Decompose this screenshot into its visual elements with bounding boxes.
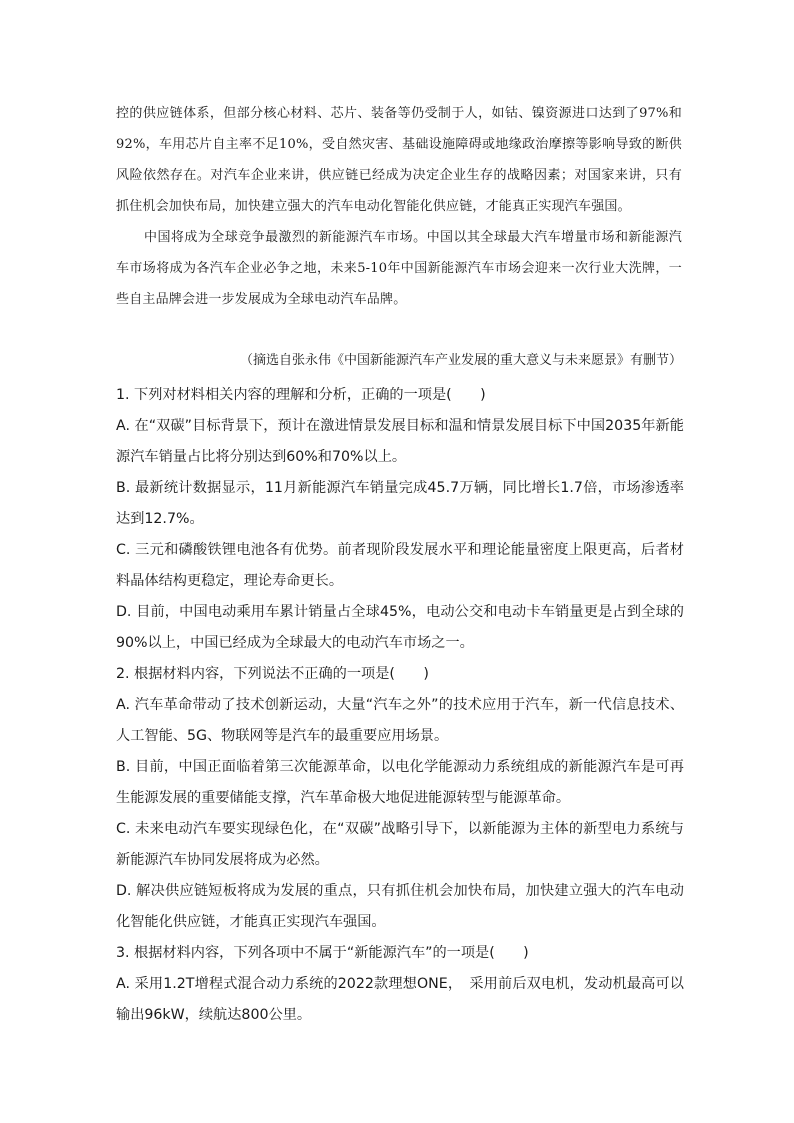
option-b: B. 最新统计数据显示，11月新能源汽车销量完成45.7万辆，同比增长1.7倍，市场渗透率达到12.7%。	[116, 480, 684, 527]
option-d: D. 目前，中国电动乘用车累计销量占全球45%，电动公交和电动卡车销量更是占到全球的90%以上，中国已经成为全球最大的电动汽车市场之一。	[116, 604, 684, 651]
question-stem: 1. 下列对材料相关内容的理解和分析，正确的一项是( )	[116, 387, 486, 403]
option-c: C. 未来电动汽车要实现绿色化，在“双碳”战略引导下，以新能源为主体的新型电力系统与新能源汽车协同发展将成为必然。	[116, 821, 684, 868]
option-a: A. 汽车革命带动了技术创新运动，大量“汽车之外”的技术应用于汽车，新一代信息技术、人工智能、5G、物联网等是汽车的最重要应用场景。	[116, 697, 684, 744]
question-3	[116, 938, 684, 1031]
passage-paragraph: 中国将成为全球竞争最激烈的新能源汽车市场。中国以其全球最大汽车增量市场和新能源汽车市场将成为各汽车企业必争之地，未来5-10年中国新能源汽车市场会迎来一次行业大洗牌，一些自主品牌会进一步发展成为全球电动汽车品牌。	[116, 230, 682, 307]
option-c: C. 三元和磷酸铁锂电池各有优势。前者现阶段发展水平和理论能量密度上限更高，后者材料晶体结构更稳定，理论寿命更长。	[116, 542, 684, 589]
option-b: B. 目前，中国正面临着第三次能源革命，以电化学能源动力系统组成的新能源汽车是可再生能源发展的重要储能支撑，汽车革命极大地促进能源转型与能源革命。	[116, 759, 684, 806]
question-2	[116, 659, 684, 938]
passage-source: （摘选自张永伟《中国新能源汽车产业发展的重大意义与未来愿景》有删节）	[239, 353, 682, 368]
question-stem: 3. 根据材料内容，下列各项中不属于“新能源汽车”的一项是( )	[116, 945, 529, 961]
option-d: D. 解决供应链短板将成为发展的重点，只有抓住机会加快布局，加快建立强大的汽车电动化智能化供应链，才能真正实现汽车强国。	[116, 883, 684, 930]
passage-paragraph: 控的供应链体系，但部分核心材料、芯片、装备等仍受制于人，如钴、镍资源进口达到了97%和92%，车用芯片自主率不足10%，受自然灾害、基础设施障碍或地缘政治摩擦等影响导致的断供风险依然存在。对汽车企业来讲，供应链已经成为决定企业生存的战略因素；对国家来讲，只有抓住机会加快布局，加快建立强大的汽车电动化智能化供应链，才能真正实现汽车强国。	[116, 106, 682, 214]
option-a: A. 采用1.2T增程式混合动力系统的2022款理想ONE， 采用前后双电机，发动机最高可以输出96kW，续航达800公里。	[116, 976, 684, 1023]
option-a: A. 在“双碳”目标背景下，预计在激进情景发展目标和温和情景发展目标下中国2035年新能源汽车销量占比将分别达到60%和70%以上。	[116, 418, 684, 465]
question-stem: 2. 根据材料内容，下列说法不正确的一项是( )	[116, 666, 429, 682]
reading-passage	[116, 98, 682, 315]
question-1	[116, 380, 684, 659]
question-list	[116, 380, 684, 1031]
